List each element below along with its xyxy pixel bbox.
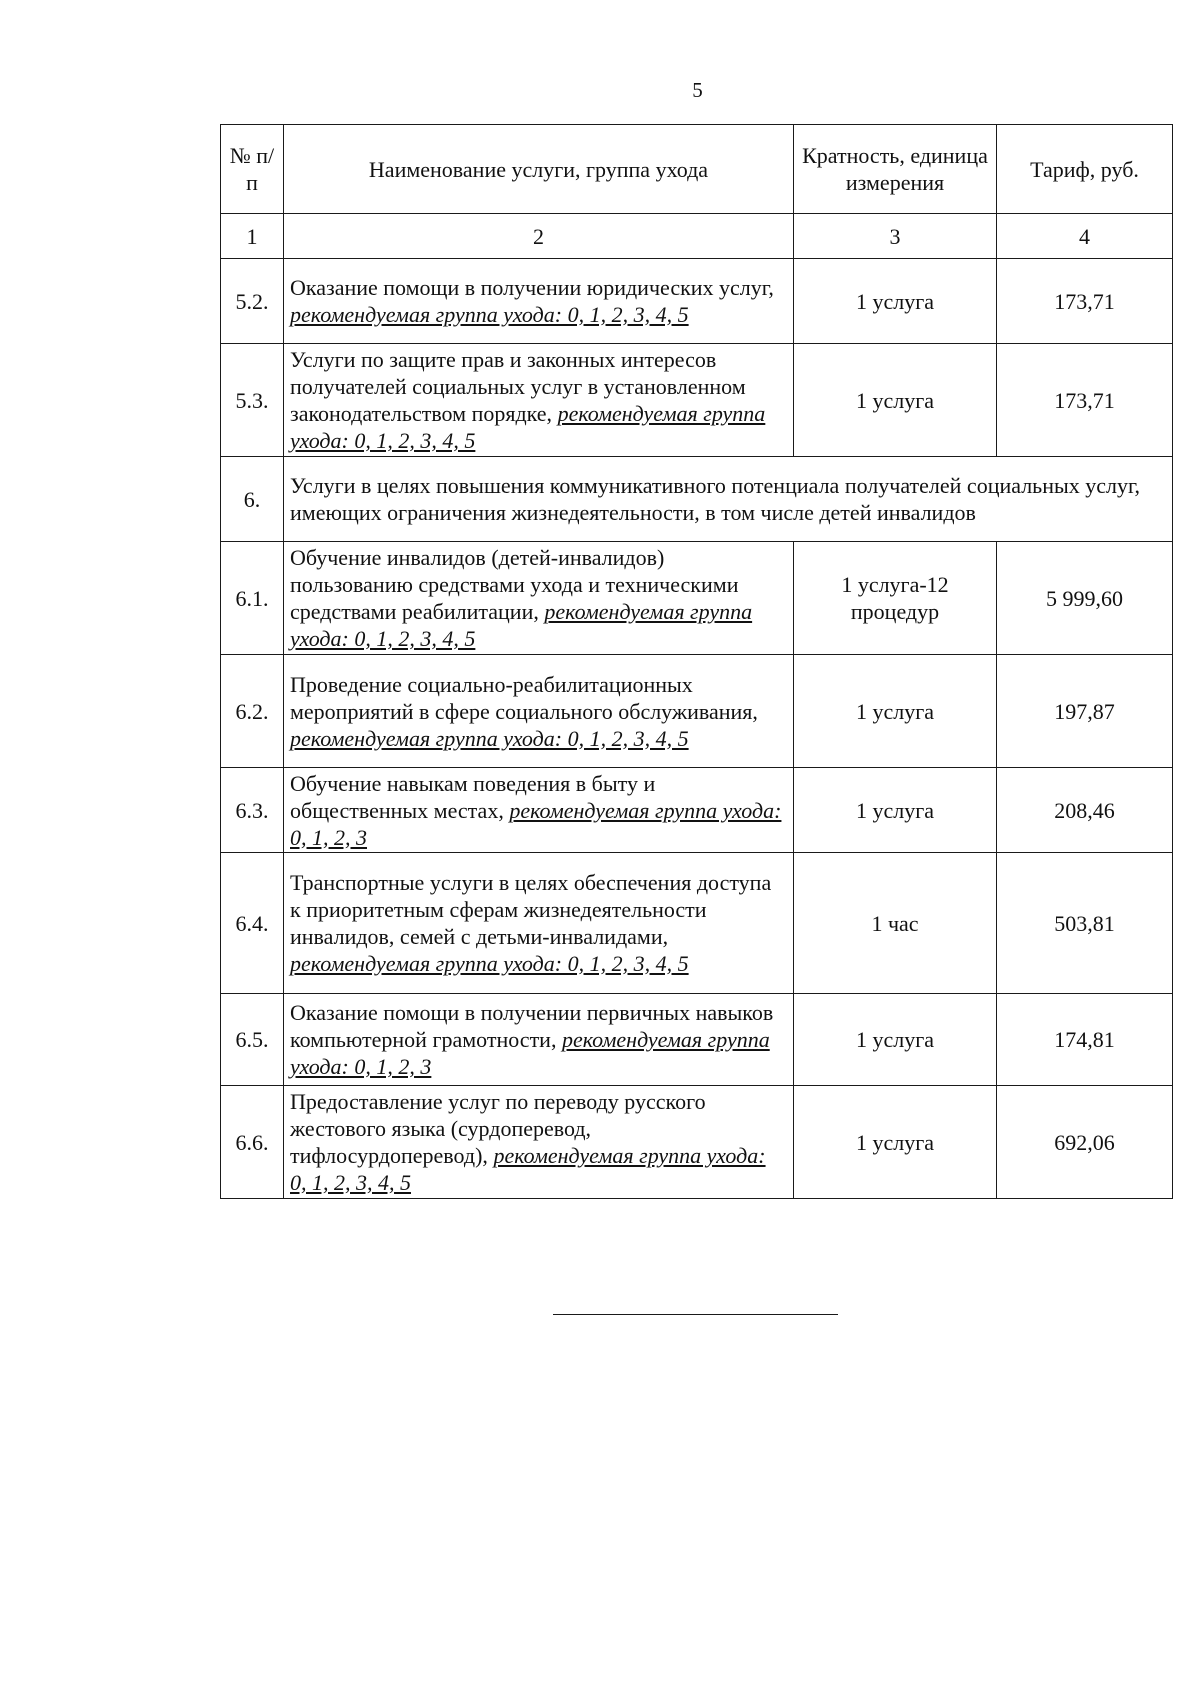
care-group: рекомендуемая группа ухода: 0, 1, 2, 3, 4, 5 xyxy=(290,302,689,327)
row-number: 6.4. xyxy=(221,853,284,994)
multiplicity: 1 услуга xyxy=(794,259,997,344)
column-index: 3 xyxy=(794,214,997,259)
care-group: рекомендуемая группа ухода: 0, 1, 2, 3, 4, 5 xyxy=(290,401,766,453)
service-name-cell xyxy=(284,768,794,853)
tariff: 692,06 xyxy=(997,1086,1173,1199)
section-row xyxy=(221,457,1173,542)
care-group: рекомендуемая группа ухода: 0, 1, 2, 3, 4, 5 xyxy=(290,1143,766,1195)
table-header-row xyxy=(221,125,1173,214)
service-name-cell xyxy=(284,994,794,1086)
section-title: Услуги в целях повышения коммуникативного потенциала получателей социальных услуг, имеющих ограничения жизнедеятельности, в том числе детей инвалидов xyxy=(284,457,1173,542)
header-multiplicity: Кратность, единица измерения xyxy=(794,125,997,214)
service-name: Обучение навыкам поведения в быту и общественных местах, xyxy=(290,770,656,823)
service-name-cell xyxy=(284,853,794,994)
column-index: 1 xyxy=(221,214,284,259)
table-row xyxy=(221,853,1173,994)
multiplicity: 1 услуга xyxy=(794,994,997,1086)
care-group: рекомендуемая группа ухода: 0, 1, 2, 3 xyxy=(290,797,782,850)
row-number: 5.3. xyxy=(221,344,284,457)
row-number: 6.2. xyxy=(221,655,284,768)
care-group: рекомендуемая группа ухода: 0, 1, 2, 3, 4, 5 xyxy=(290,951,689,976)
column-index: 2 xyxy=(284,214,794,259)
service-name-cell xyxy=(284,1086,794,1199)
multiplicity: 1 услуга xyxy=(794,344,997,457)
tariff: 503,81 xyxy=(997,853,1173,994)
tariff: 173,71 xyxy=(997,259,1173,344)
service-name-cell xyxy=(284,259,794,344)
care-group: рекомендуемая группа ухода: 0, 1, 2, 3, 4, 5 xyxy=(290,599,753,651)
care-group: рекомендуемая группа ухода: 0, 1, 2, 3, 4, 5 xyxy=(290,725,689,751)
care-group: рекомендуемая группа ухода: 0, 1, 2, 3 xyxy=(290,1027,770,1079)
row-number: 6.3. xyxy=(221,768,284,853)
service-name: Оказание помощи в получении юридических услуг, xyxy=(290,275,774,300)
table-row xyxy=(221,768,1173,853)
row-number: 6. xyxy=(221,457,284,542)
multiplicity: 1 услуга xyxy=(794,655,997,768)
page-number: 5 xyxy=(692,78,703,102)
row-number: 5.2. xyxy=(221,259,284,344)
header-name: Наименование услуги, группа ухода xyxy=(284,125,794,214)
column-index: 4 xyxy=(997,214,1173,259)
table-row xyxy=(221,344,1173,457)
service-name-cell xyxy=(284,344,794,457)
service-name: Услуги по защите прав и законных интересов получателей социальных услуг в установленном законодательством порядке, xyxy=(290,347,746,426)
table-row xyxy=(221,542,1173,655)
column-index-row xyxy=(221,214,1173,259)
service-name: Транспортные услуги в целях обеспечения доступа к приоритетным сферам жизнедеятельности инвалидов, семей с детьми-инвалидами, xyxy=(290,870,772,949)
tariff: 197,87 xyxy=(997,655,1173,768)
header-num: № п/п xyxy=(221,125,284,214)
end-of-document-rule xyxy=(553,1314,838,1315)
service-name: Обучение инвалидов (детей-инвалидов) пользованию средствами ухода и техническими средствами реабилитации, xyxy=(290,545,739,624)
multiplicity: 1 час xyxy=(794,853,997,994)
row-number: 6.1. xyxy=(221,542,284,655)
table-row xyxy=(221,1086,1173,1199)
service-name-cell xyxy=(284,655,794,768)
table-row xyxy=(221,259,1173,344)
row-number: 6.6. xyxy=(221,1086,284,1199)
tariff: 5 999,60 xyxy=(997,542,1173,655)
service-name: Предоставление услуг по переводу русского жестового языка (сурдоперевод, тифлосурдоперевод), xyxy=(290,1089,706,1168)
multiplicity: 1 услуга-12 процедур xyxy=(794,542,997,655)
row-number: 6.5. xyxy=(221,994,284,1086)
header-tariff: Тариф, руб. xyxy=(997,125,1173,214)
tariff: 208,46 xyxy=(997,768,1173,853)
service-name-cell xyxy=(284,542,794,655)
tariff-table xyxy=(220,124,1173,1199)
table-row xyxy=(221,655,1173,768)
multiplicity: 1 услуга xyxy=(794,1086,997,1199)
multiplicity: 1 услуга xyxy=(794,768,997,853)
service-name: Оказание помощи в получении первичных навыков компьютерной грамотности, xyxy=(290,1000,774,1052)
tariff: 173,71 xyxy=(997,344,1173,457)
table-row xyxy=(221,994,1173,1086)
service-name: Проведение социально-реабилитационных мероприятий в сфере социального обслуживания, xyxy=(290,671,758,724)
tariff: 174,81 xyxy=(997,994,1173,1086)
